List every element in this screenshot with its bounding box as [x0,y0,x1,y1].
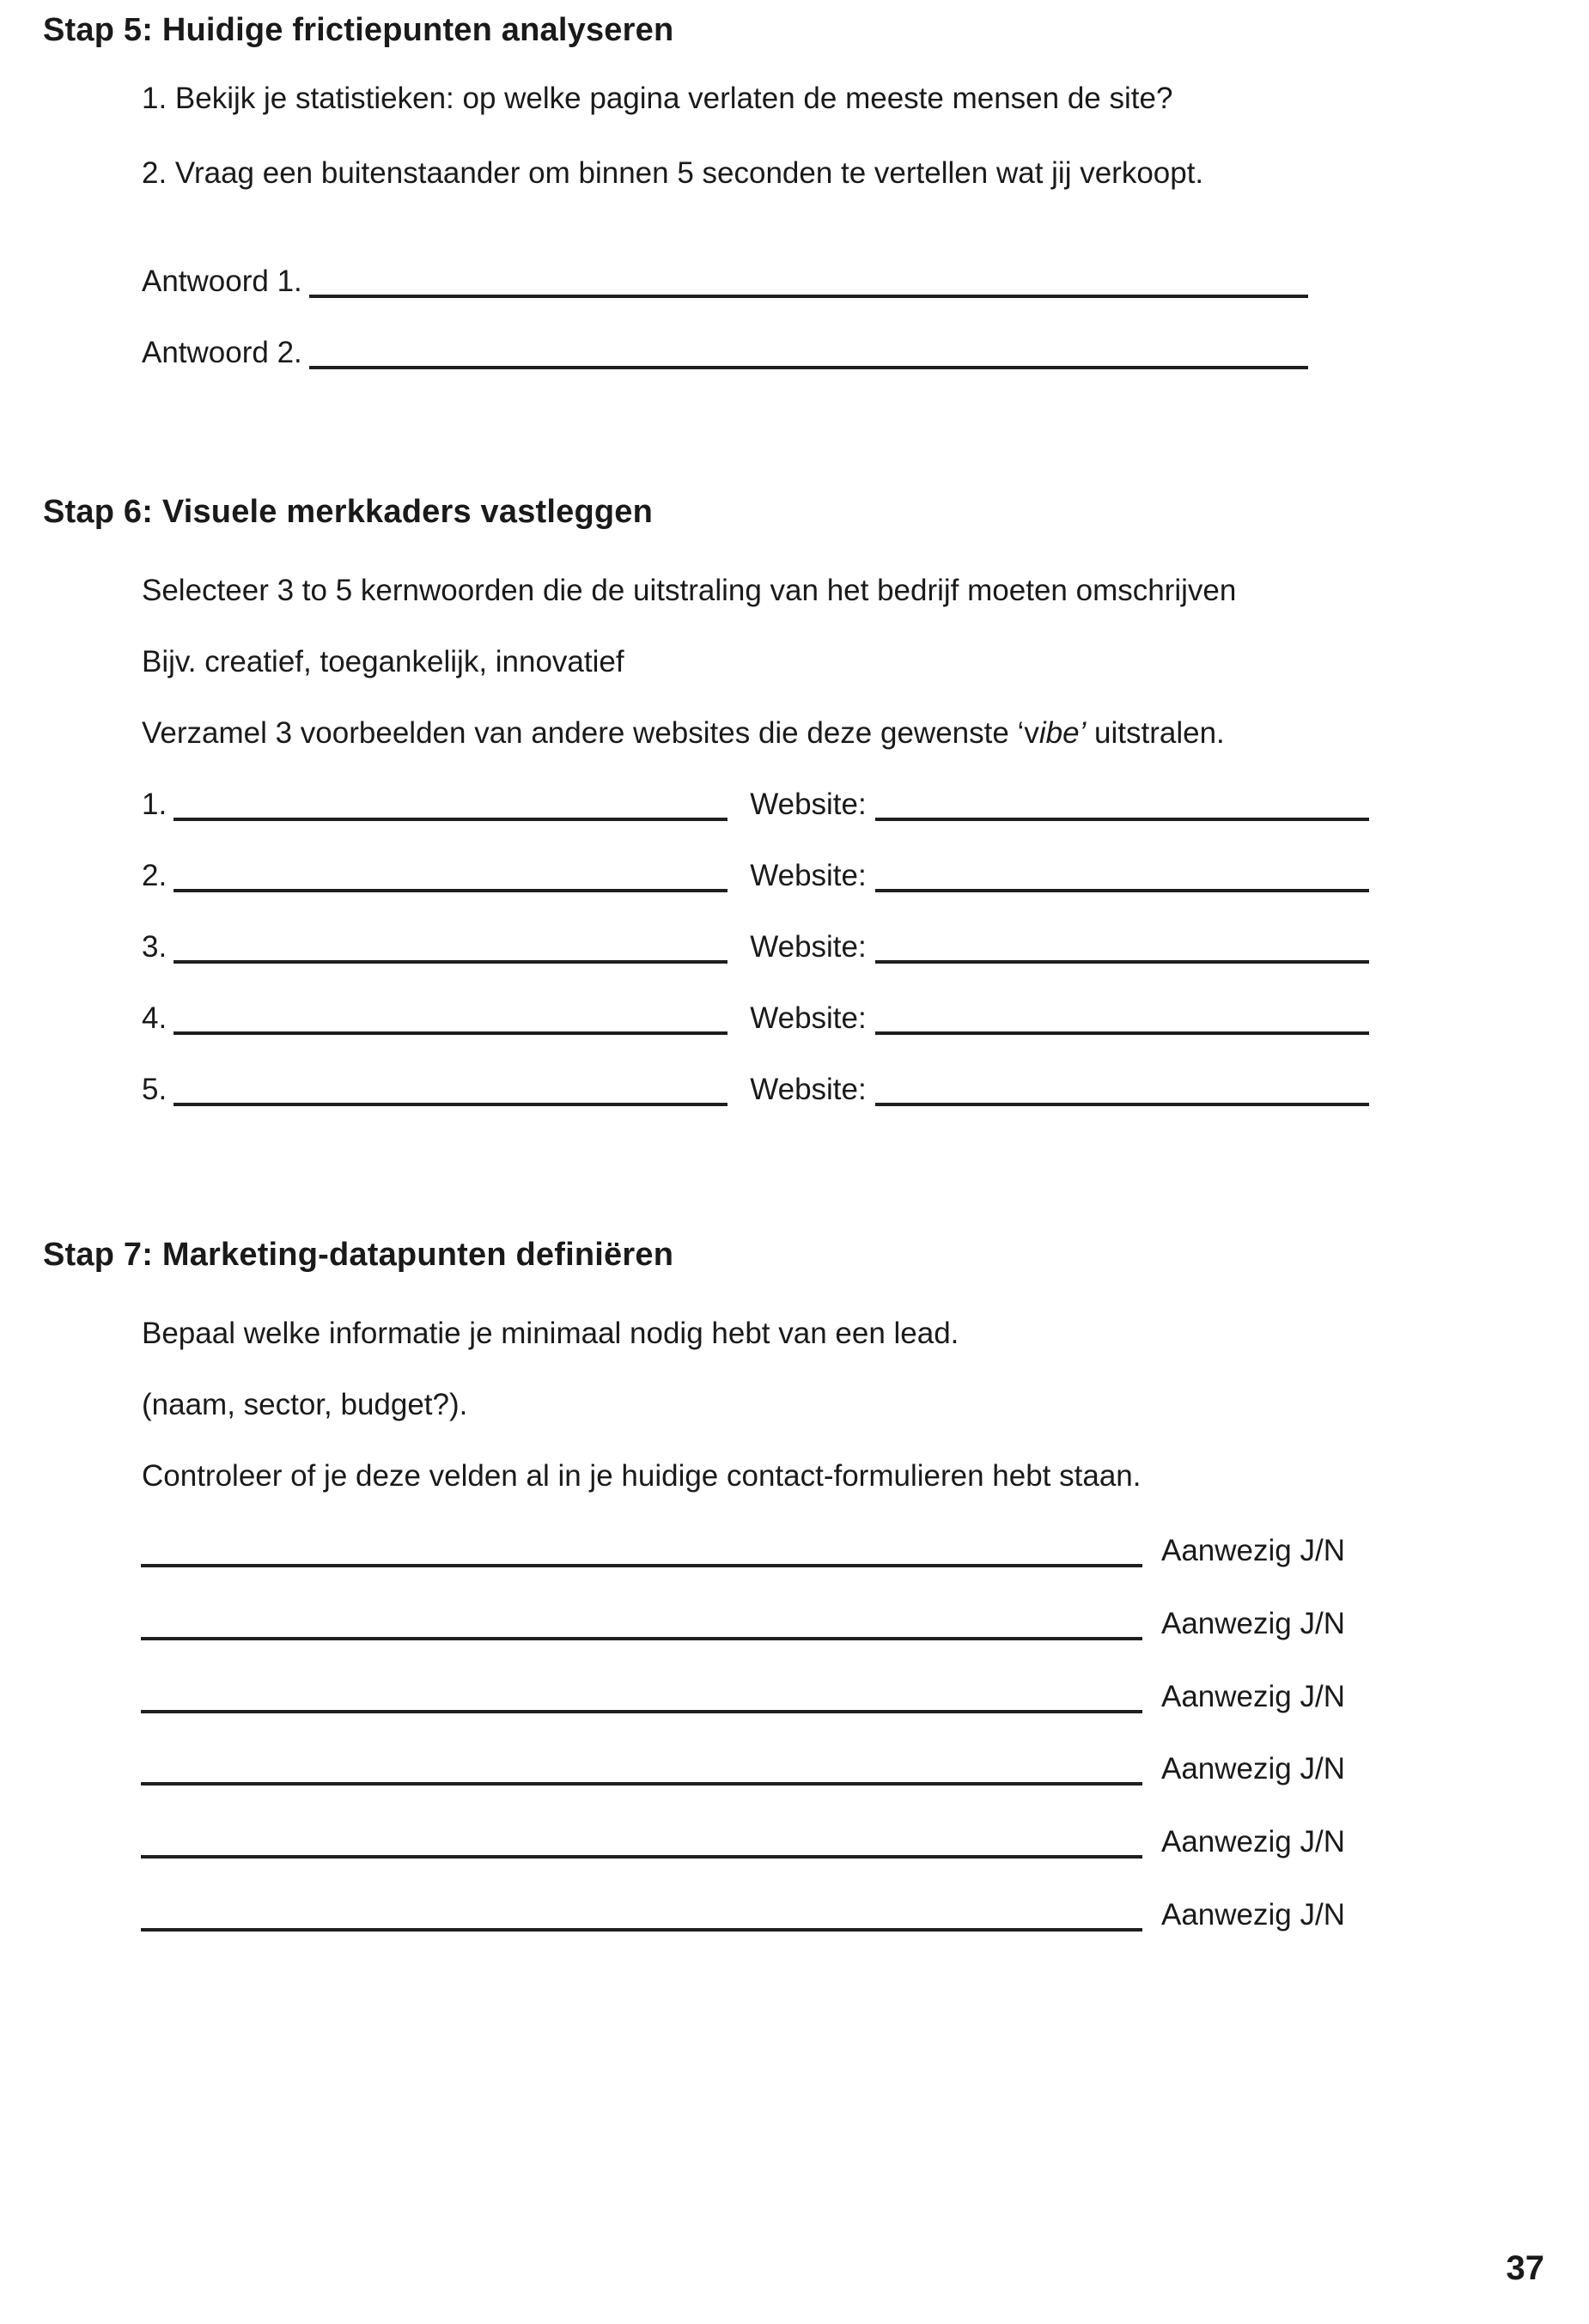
website-url-line-3[interactable] [875,960,1369,964]
website-row-2 [142,859,1369,893]
answer-row-2 [142,336,1308,370]
stap5-instruction-2: 2. Vraag een buitenstaander om binnen 5 seconden te vertellen wat jij verkoopt. [142,156,1204,190]
checklist-label-3: Aanwezig J/N [1161,1680,1345,1713]
website-label-4: Website: [750,1001,867,1035]
stap6-instruction-3 [142,716,1225,751]
website-label-3: Website: [750,930,867,964]
section-heading-stap5: Stap 5: Huidige frictiepunten analyseren [43,12,674,48]
website-row-number-4: 4. [142,1001,167,1035]
section-heading-stap6: Stap 6: Visuele merkkaders vastleggen [43,494,654,530]
answer-input-line-1[interactable] [309,295,1308,298]
section-heading-stap7: Stap 7: Marketing-datapunten definiëren [43,1237,674,1273]
answer-input-line-2[interactable] [309,366,1308,369]
checklist-row-6 [141,1898,1345,1932]
checklist-input-line-3[interactable] [141,1710,1142,1713]
website-row-5 [142,1073,1369,1107]
website-keyword-line-1[interactable] [174,818,728,821]
stap7-instruction-3: Controleer of je deze velden al in je huidige contact-formulieren hebt staan. [142,1459,1142,1493]
website-url-line-1[interactable] [875,818,1369,821]
checklist-label-4: Aanwezig J/N [1161,1752,1345,1786]
stap6-instruction-2: Bijv. creatief, toegankelijk, innovatief [142,645,624,678]
website-keyword-line-5[interactable] [174,1103,728,1106]
website-label-1: Website: [750,788,867,821]
website-url-line-4[interactable] [875,1031,1369,1035]
answer-label-2: Antwoord 2. [142,336,302,369]
checklist-input-line-1[interactable] [141,1564,1142,1567]
stap6-vibe-text-after: uitstralen. [1086,716,1225,750]
checklist-row-5 [141,1825,1345,1859]
checklist-row-3 [141,1680,1345,1714]
checklist-input-line-5[interactable] [141,1855,1142,1859]
page-number: 37 [1506,2249,1544,2287]
website-keyword-line-3[interactable] [174,960,728,964]
website-row-number-5: 5. [142,1073,167,1106]
website-row-number-2: 2. [142,859,167,892]
website-keyword-line-4[interactable] [174,1031,728,1035]
stap6-instruction-1: Selecteer 3 to 5 kernwoorden die de uitstraling van het bedrijf moeten omschrijven [142,574,1237,607]
stap7-instruction-2: (naam, sector, budget?). [142,1388,468,1421]
website-keyword-line-2[interactable] [174,889,728,892]
checklist-label-1: Aanwezig J/N [1161,1534,1345,1567]
answer-row-1 [142,265,1308,299]
checklist-row-2 [141,1607,1345,1641]
website-url-line-5[interactable] [875,1103,1369,1106]
checklist-row-1 [141,1534,1345,1568]
website-label-2: Website: [750,859,867,892]
stap5-instruction-1: 1. Bekijk je statistieken: op welke pagina verlaten de meeste mensen de site? [142,82,1173,115]
checklist-input-line-4[interactable] [141,1782,1142,1786]
checklist-label-6: Aanwezig J/N [1161,1898,1345,1932]
website-row-3 [142,930,1369,964]
website-label-5: Website: [750,1073,867,1106]
website-row-number-1: 1. [142,788,167,821]
answer-label-1: Antwoord 1. [142,265,302,298]
checklist-input-line-6[interactable] [141,1928,1142,1932]
checklist-label-5: Aanwezig J/N [1161,1825,1345,1859]
website-url-line-2[interactable] [875,889,1369,892]
website-row-4 [142,1001,1369,1036]
website-row-1 [142,788,1369,822]
checklist-label-2: Aanwezig J/N [1161,1607,1345,1640]
checklist-input-line-2[interactable] [141,1637,1142,1640]
website-row-number-3: 3. [142,930,167,964]
checklist-row-4 [141,1752,1345,1786]
stap7-instruction-1: Bepaal welke informatie je minimaal nodig hebt van een lead. [142,1317,959,1350]
stap6-vibe-text-italic: ibe’ [1038,716,1087,750]
stap6-vibe-text-before: Verzamel 3 voorbeelden van andere websites die deze gewenste ‘v [142,716,1039,750]
